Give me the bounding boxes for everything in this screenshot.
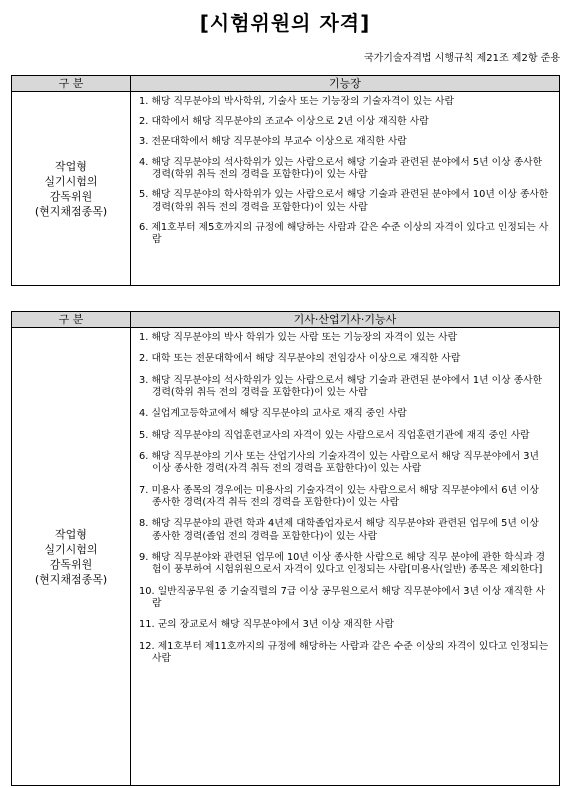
qualification-item: 2. 대학 또는 전문대학에서 해당 직무분야의 전임강사 이상으로 재직한 사람	[139, 353, 461, 365]
row-label-cell	[12, 92, 131, 286]
qualification-item: 10. 일반직공무원 중 기술직렬의 7급 이상 공무원으로서 해당 직무분야에서 3년 이상 재직한 사람	[139, 585, 546, 610]
qualification-table-master-craftsman	[11, 75, 560, 286]
qualification-item: 4. 실업계고등학교에서 해당 직무분야의 교사로 재직 중인 사람	[139, 408, 407, 420]
qualification-list	[131, 328, 559, 676]
row-label-cell	[12, 328, 131, 786]
qualification-list-cell	[131, 92, 560, 286]
qualification-list	[131, 92, 559, 251]
table-header-category: 구 분	[12, 312, 131, 328]
qualification-item: 8. 해당 직무분야의 관련 학과 4년제 대학졸업자로서 해당 직무분야와 관련된 업무에 5년 이상 종사한 경력(졸업 전의 경력을 포함한다)이 있는 사람	[139, 518, 539, 542]
qualification-item: 1. 해당 직무분야의 박사 학위가 있는 사람 또는 기능장의 자격이 있는 사람	[139, 332, 458, 343]
qualification-item: 12. 제1호부터 제11호까지의 규정에 해당하는 사람과 같은 수준 이상의 자격이 있다고 인정되는 사람	[139, 640, 549, 665]
qualification-item: 6. 해당 직무분야의 기사 또는 산업기사의 기술자격이 있는 사람으로서 해당 직무분야에서 3년 이상 종사한 경력(자격 취득 전의 경력을 포함한다)이 있는 사람	[139, 450, 539, 475]
qualification-item: 6. 제1호부터 제5호까지의 규정에 해당하는 사람과 같은 수준 이상의 자격이 있다고 인정되는 사람	[139, 221, 549, 246]
qualification-item: 3. 전문대학에서 해당 직무분야의 부교수 이상으로 재직한 사람	[139, 136, 407, 148]
qualification-item: 5. 해당 직무분야의 직업훈련교사의 자격이 있는 사람으로서 직업훈련기관에 재직 중인 사람	[139, 429, 530, 441]
qualification-list-cell	[131, 328, 560, 786]
qualification-item: 7. 미용사 종목의 경우에는 미용사의 기술자격이 있는 사람으로서 해당 직무분야에서 6년 이상 종사한 경력(자격 취득 전의 경력을 포함한다)이 있는 사람	[139, 484, 539, 508]
qualification-item: 2. 대학에서 해당 직무분야의 조교수 이상으로 2년 이상 재직한 사람	[139, 116, 429, 128]
qualification-item: 3. 해당 직무분야의 석사학위가 있는 사람으로서 해당 기술과 관련된 분야에서 1년 이상 종사한 경력(학위 취득 전의 경력을 포함한다)이 있는 사람	[139, 374, 543, 398]
qualification-item: 5. 해당 직무분야의 학사학위가 있는 사람으로서 해당 기술과 관련된 분야에서 10년 이상 종사한 경력(학위 취득 전의 경력을 포함한다)이 있는 사람	[139, 189, 549, 213]
document-subtitle: 국가기술자격법 시행규칙 제21조 제2항 준용	[363, 53, 560, 64]
row-label: 작업형 실기시험의 감독위원 (현지채점종목)	[34, 159, 108, 218]
qualification-item: 9. 해당 직무분야와 관련된 업무에 10년 이상 종사한 사람으로 해당 직무 분야에 관한 학식과 경험이 풍부하여 시험위원으로서 자격이 있다고 인정되는 사람[미용사(일반) 종목은 제외한다]	[139, 552, 546, 576]
qualification-item: 11. 군의 장교로서 해당 직무분야에서 3년 이상 재직한 사람	[139, 619, 394, 631]
row-label: 작업형 실기시험의 감독위원 (현지채점종목)	[34, 527, 108, 586]
qualification-item: 4. 해당 직무분야의 석사학위가 있는 사람으로서 해당 기술과 관련된 분야에서 5년 이상 종사한 경력(학위 취득 전의 경력을 포함한다)이 있는 사람	[139, 156, 543, 181]
qualification-item: 1. 해당 직무분야의 박사학위, 기술사 또는 기능장의 기술자격이 있는 사람	[139, 96, 454, 107]
table-header-grade: 기능장	[131, 76, 560, 92]
table-header-grade: 기사·산업기사·기능사	[131, 312, 560, 328]
document-title: [시험위원의 자격]	[199, 11, 371, 35]
table-header-category: 구 분	[12, 76, 131, 92]
qualification-table-engineer	[11, 311, 560, 786]
